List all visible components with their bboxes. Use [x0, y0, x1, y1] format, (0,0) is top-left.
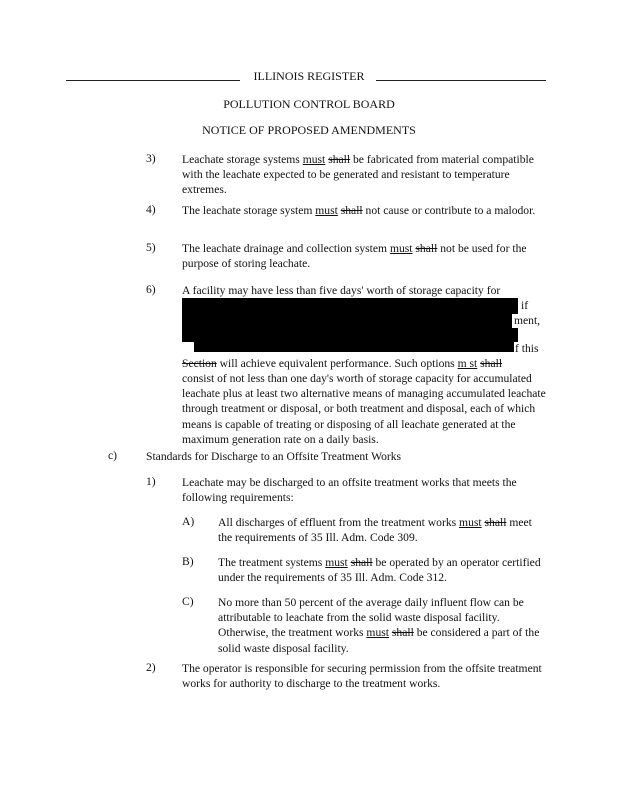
item-5-deleted: shall	[415, 242, 438, 255]
cB-deleted: shall	[350, 556, 373, 569]
redaction-bar-2	[182, 313, 512, 329]
item-5-text	[182, 241, 546, 271]
item-4-text-b: not cause or contribute to a malodor.	[362, 204, 536, 217]
cC-text-b: be considered a part of the solid waste disposal facility.	[218, 626, 540, 655]
item-4-text-a: The leachate storage system	[182, 204, 316, 217]
c1-number: 1)	[146, 475, 156, 488]
cB-text	[218, 555, 548, 585]
notice-title: NOTICE OF PROPOSED AMENDMENTS	[202, 123, 416, 137]
item-4-deleted: shall	[340, 204, 363, 217]
redaction-bar-3	[182, 328, 518, 342]
item-6-number: 6)	[146, 283, 156, 296]
cA-deleted: shall	[484, 516, 507, 529]
cA-text-b: meet the requirements of 35 Ill. Adm. Code 309.	[218, 516, 532, 545]
cA-number: A)	[182, 515, 195, 528]
item-6-inserted: m st	[457, 357, 478, 370]
cB-number: B)	[182, 555, 194, 568]
item-3-text	[182, 152, 546, 198]
section-c-title: Standards for Discharge to an Offsite Treatment Works	[146, 450, 402, 463]
item-5-inserted: must	[389, 242, 413, 255]
c1-text: Leachate may be discharged to an offsite treatment works that meets the following requirements:	[182, 476, 517, 505]
item-3-text-b: be fabricated from material compatible with the leachate expected to be generated and resistant to temperature extremes.	[182, 153, 534, 197]
item-6-line-6	[182, 356, 552, 371]
cB-text-b: be operated by an operator certified under the requirements of 35 Ill. Adm. Code 312.	[218, 556, 541, 585]
item-3-text-a: Leachate storage systems	[182, 153, 303, 166]
item-4-number: 4)	[146, 203, 156, 216]
item-3-deleted: shall	[328, 153, 351, 166]
item-5-text-b: not be used for the purpose of storing leachate.	[182, 242, 527, 271]
item-4-inserted: must	[315, 204, 338, 217]
item-4-text	[182, 203, 546, 218]
cA-text-a: All discharges of effluent from the treatment works	[218, 516, 460, 529]
item-6-rest: consist of not less than one day's worth of storage capacity for accumulated leachate plus at least two alternative means of managing accumulated leachate through treatment or disposal, or both treatment and disposal, each of which means is capable of treating or disposing of all leachate generated at the maximum generation rate on a daily basis.	[182, 372, 546, 446]
redaction-bar-4	[194, 342, 514, 352]
redaction-bar-1	[182, 298, 518, 314]
c2-text: The operator is responsible for securing permission from the offsite treatment works for authority to discharge to the treatment works.	[182, 662, 542, 691]
item-6-deleted-shall: shall	[480, 357, 503, 370]
cC-text	[218, 595, 548, 656]
item-6-deleted-section: Section	[182, 357, 217, 370]
item-3-inserted: must	[302, 153, 326, 166]
item-5-number: 5)	[146, 241, 156, 254]
board-title: POLLUTION CONTROL BOARD	[223, 97, 395, 111]
item-6-line-6-text: will achieve equivalent performance. Such options	[216, 357, 458, 370]
item-3-number: 3)	[146, 152, 156, 165]
item-6-line-1: A facility may have less than five days' worth of storage capacity for	[182, 284, 501, 297]
cC-text-a: No more than 50 percent of the average daily influent flow can be attributable to leachate from the solid waste disposal facility. Otherwise, the treatment works	[218, 596, 524, 640]
item-6-fragment-if: if	[521, 299, 529, 312]
cC-number: C)	[182, 595, 194, 608]
cC-inserted: must	[366, 626, 389, 640]
cA-text	[218, 515, 548, 545]
item-5-text-a: The leachate drainage and collection system	[182, 242, 390, 255]
c2-number: 2)	[146, 661, 156, 674]
cB-inserted: must	[325, 556, 348, 569]
item-6-fragment-ment: ment,	[514, 314, 541, 327]
item-6-fragment-this: f this	[515, 342, 539, 355]
register-title: ILLINOIS REGISTER	[253, 69, 365, 83]
cB-text-a: The treatment systems	[218, 556, 326, 569]
cA-inserted: must	[459, 516, 482, 529]
section-c-letter: c)	[108, 449, 118, 462]
cC-deleted: shall	[391, 626, 414, 640]
